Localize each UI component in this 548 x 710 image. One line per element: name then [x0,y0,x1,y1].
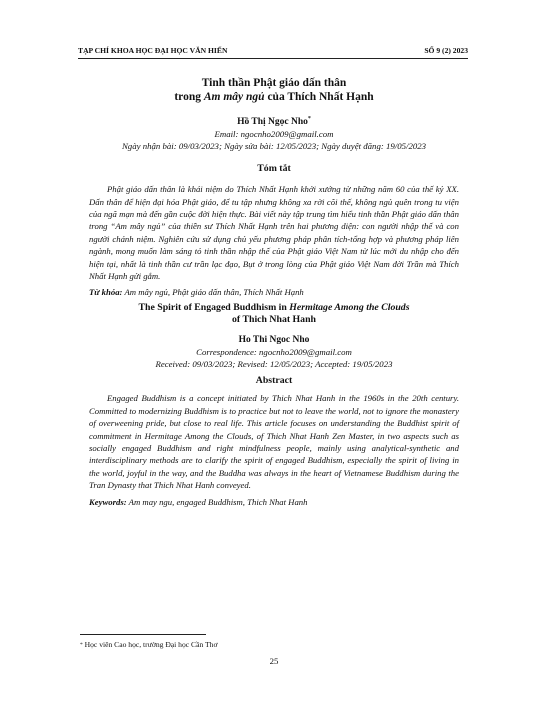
en-title-line1 [80,302,468,314]
vi-keywords-label: Từ khóa: [89,287,123,298]
journal-name: TẠP CHÍ KHOA HỌC ĐẠI HỌC VĂN HIẾN [78,46,228,55]
en-abstract: Engaged Buddhism is a concept initiated by Thich Nhat Hanh in the 1960s in the 20th century. Committed to modernizing Buddhism is to practice but not to leave the world, not to ignore the monastery of overweening pride, but close to real life. This article focuses on understanding the Buddhist spirit of commitment in Hermitage Among the Clouds, of Thich Nhat Hanh Zen Master, in two aspects such as socially engaged Buddhism and right mindfulness people, mainly using analytical-synthetic and interdisciplinary methods are to clarify the spirit of engaged Buddhism, especially the spirit of living in the world, joyful in the way, and the Buddha was always in the heart of Vietnamese Buddhism during the Tran Dynasty that Thich Nhat Hanh conveyed. [89,393,459,491]
vi-author-footnote-mark: * [307,116,311,122]
vi-title-post: của Thích Nhất Hạnh [264,91,374,103]
vi-title-pre: trong [174,91,204,103]
article-front-matter [80,76,468,508]
vi-title-line2 [80,90,468,104]
header-rule [78,58,468,59]
en-title [80,302,468,326]
en-abstract-heading: Abstract [255,375,293,387]
vi-email: Email: ngocnho2009@gmail.com [214,129,334,140]
footnote-text: Học viên Cao học, trường Đại học Cần Thơ [82,640,218,649]
en-title-line2: of Thich Nhat Hanh [232,314,316,326]
vi-keywords [89,286,459,298]
vi-author-name: Hồ Thị Ngọc Nho [237,117,308,128]
en-title-italic: Hermitage Among the Clouds [289,302,410,314]
vi-title-line1: Tinh thần Phật giáo dấn thân [201,77,347,89]
en-keywords [89,496,459,508]
footnote-mark: * [80,642,83,648]
en-keywords-label: Keywords: [89,496,127,507]
vi-author [80,113,468,128]
vi-abstract: Phật giáo dấn thân là khái niệm do Thích Nhất Hạnh khởi xướng từ những năm 60 của thế kỷ XX. Dấn thân để hiện đại hóa Phật giáo, để tu tập nhưng không xa rời cõi thế, không ngủ quên trong tu viện của ngã mạn mà đến gần cuộc đời hiện thực. Bài viết này tập trung tìm hiểu tinh thần Phật giáo dấn thân trong “Am mây ngủ” của thiền sư Thích Nhất Hạnh trên hai phương diện: con người nhập thế và con người chánh niệm. Nghiên cứu sử dụng chủ yếu phương pháp phân tích-tổng hợp và phương pháp liên ngành, mong muốn làm sáng tỏ tinh thần nhập thế của Phật giáo Việt Nam từ lúc mới du nhập cho đến hiện tại, nhất là tinh thần cư trần lạc đạo, Bụt ở trong lòng của Phật giáo Việt Nam đời Trần mà Thích Nhất Hạnh gửi gắm. [89,184,459,281]
en-correspondence: Correspondence: ngocnho2009@gmail.com [196,347,352,358]
vi-keywords-list: Am mây ngủ, Phật giáo dấn thân, Thích Nhất Hạnh [122,287,304,298]
en-title-pre: The Spirit of Engaged Buddhism in [138,302,290,314]
issue-number: SỐ 9 (2) 2023 [424,46,468,55]
en-dates: Received: 09/03/2023; Revised: 12/05/2023; Accepted: 19/05/2023 [155,359,393,370]
vi-title [80,76,468,104]
en-author: Ho Thi Ngoc Nho [238,335,310,346]
page-number: 25 [269,656,279,666]
en-keywords-list: Am may ngu, engaged Buddhism, Thich Nhat Hanh [126,496,308,507]
footnote [80,640,218,650]
vi-dates: Ngày nhận bài: 09/03/2023; Ngày sửa bài: 12/05/2023; Ngày duyệt đăng: 19/05/2023 [121,141,427,152]
vi-abstract-heading: Tóm tắt [257,163,291,175]
footnote-rule [80,634,206,635]
vi-title-italic: Am mây ngủ [203,91,265,103]
